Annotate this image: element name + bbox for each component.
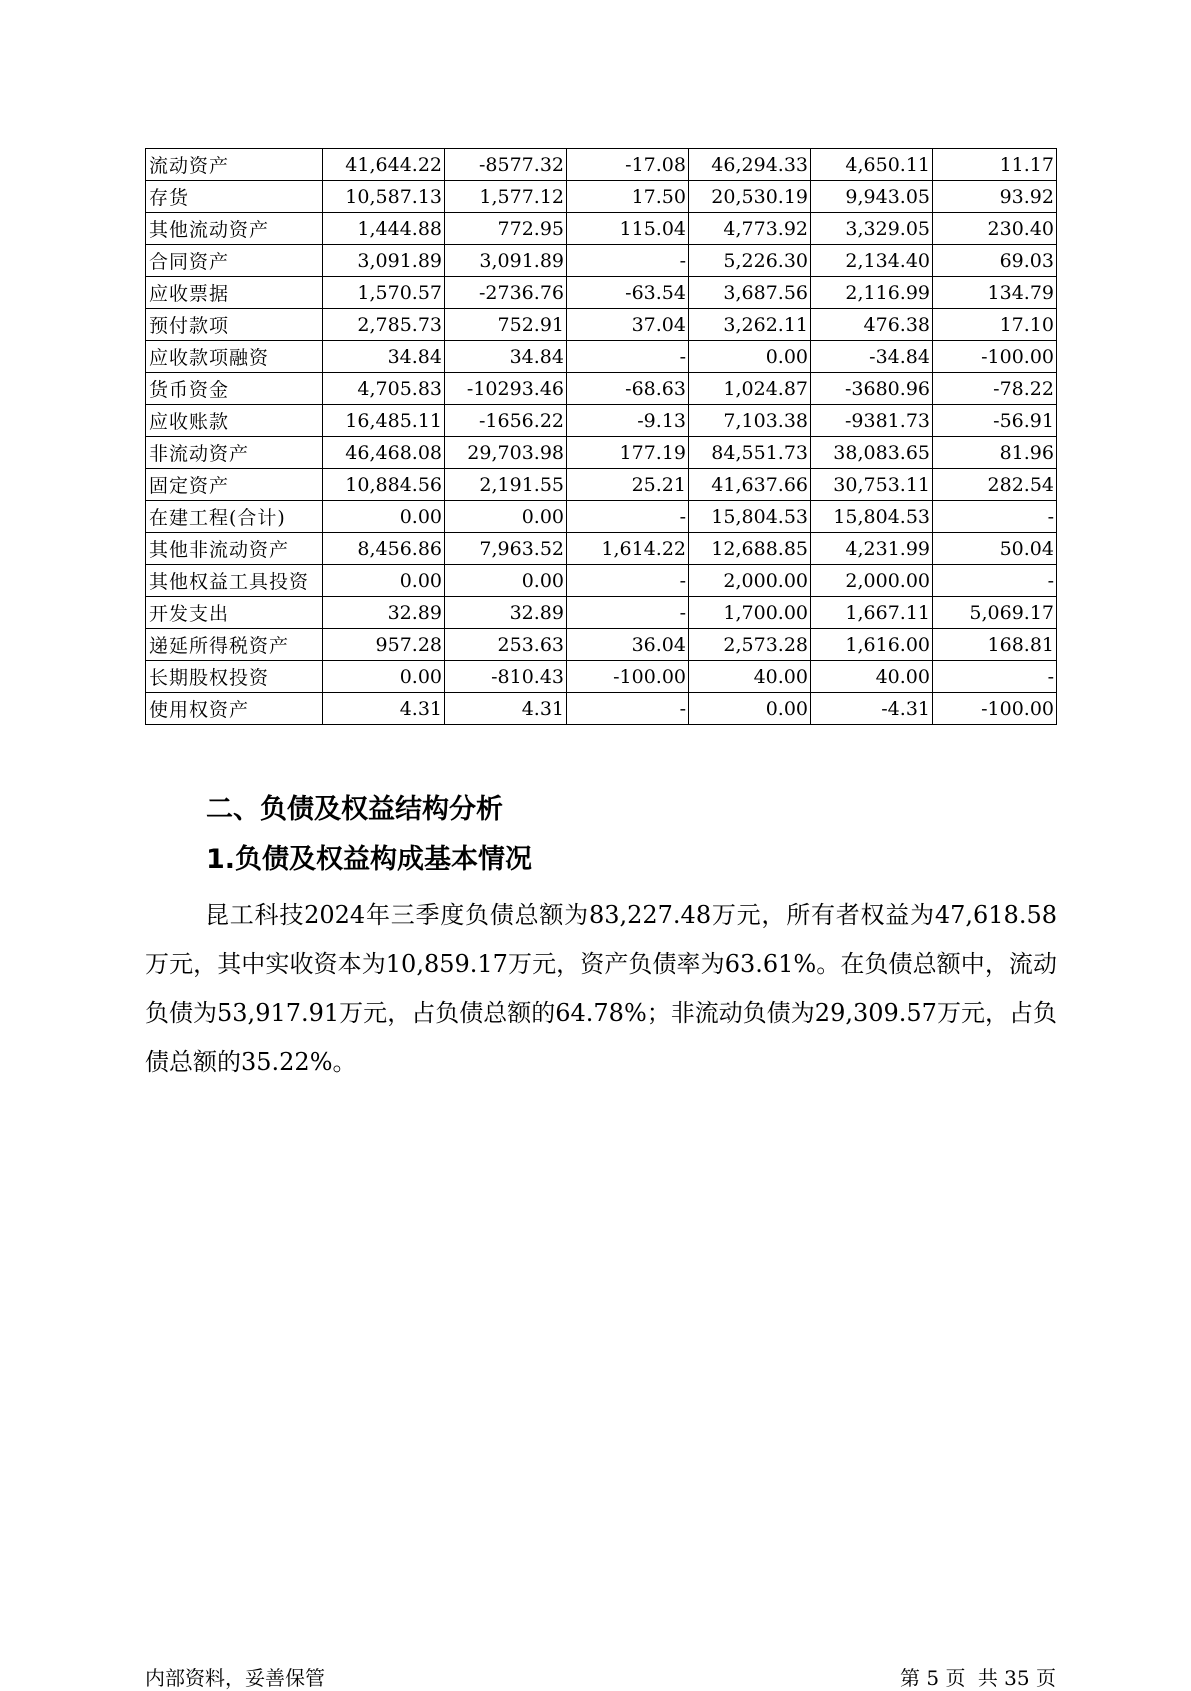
table-row	[146, 629, 1057, 661]
value-cell: 4,705.83	[323, 373, 445, 405]
value-cell: 4,650.11	[811, 149, 933, 181]
value-cell: 46,468.08	[323, 437, 445, 469]
value-cell: 7,963.52	[445, 533, 567, 565]
table-row	[146, 533, 1057, 565]
value-cell: 32.89	[445, 597, 567, 629]
value-cell: 69.03	[933, 245, 1057, 277]
value-cell: 16,485.11	[323, 405, 445, 437]
value-cell: 476.38	[811, 309, 933, 341]
table-row	[146, 213, 1057, 245]
value-cell: 34.84	[323, 341, 445, 373]
value-cell: 17.50	[567, 181, 689, 213]
footer-page-info	[894, 1662, 1056, 1691]
value-cell: -63.54	[567, 277, 689, 309]
value-cell: -	[933, 565, 1057, 597]
value-cell: -810.43	[445, 661, 567, 693]
value-cell: 0.00	[445, 565, 567, 597]
value-cell: -68.63	[567, 373, 689, 405]
value-cell: -9.13	[567, 405, 689, 437]
value-cell: 957.28	[323, 629, 445, 661]
value-cell: -56.91	[933, 405, 1057, 437]
value-cell: 752.91	[445, 309, 567, 341]
value-cell: 2,000.00	[811, 565, 933, 597]
value-cell: 84,551.73	[689, 437, 811, 469]
value-cell: 2,116.99	[811, 277, 933, 309]
value-cell: 3,091.89	[323, 245, 445, 277]
row-label-cell: 开发支出	[146, 597, 323, 629]
value-cell: -	[567, 501, 689, 533]
value-cell: 7,103.38	[689, 405, 811, 437]
value-cell: 50.04	[933, 533, 1057, 565]
value-cell: 12,688.85	[689, 533, 811, 565]
value-cell: -34.84	[811, 341, 933, 373]
value-cell: 37.04	[567, 309, 689, 341]
footer-confidential-note: 内部资料，妥善保管	[145, 1666, 325, 1690]
value-cell: 2,785.73	[323, 309, 445, 341]
value-cell: 29,703.98	[445, 437, 567, 469]
value-cell: 40.00	[811, 661, 933, 693]
value-cell: 8,456.86	[323, 533, 445, 565]
row-label-cell: 其他流动资产	[146, 213, 323, 245]
row-label-cell: 应收票据	[146, 277, 323, 309]
row-label-cell: 其他非流动资产	[146, 533, 323, 565]
table-row	[146, 373, 1057, 405]
value-cell: 25.21	[567, 469, 689, 501]
row-label-cell: 使用权资产	[146, 693, 323, 725]
table-row	[146, 149, 1057, 181]
value-cell: 4.31	[323, 693, 445, 725]
table-row	[146, 341, 1057, 373]
value-cell: 17.10	[933, 309, 1057, 341]
section-subheading: 1.负债及权益构成基本情况	[206, 844, 533, 875]
body-paragraph: 昆工科技2024年三季度负债总额为83,227.48万元，所有者权益为47,618.58万元，其中实收资本为10,859.17万元，资产负债率为63.61%。在负债总额中，流动负债为53,917.91万元，占负债总额的64.78%；非流动负债为29,309.57万元，占负债总额的35.22%。	[145, 901, 1057, 1076]
value-cell: -	[567, 245, 689, 277]
value-cell: -	[567, 565, 689, 597]
row-label-cell: 应收账款	[146, 405, 323, 437]
value-cell: -	[567, 341, 689, 373]
value-cell: 0.00	[323, 661, 445, 693]
section-heading: 二、负债及权益结构分析	[206, 794, 503, 825]
row-label-cell: 在建工程(合计)	[146, 501, 323, 533]
value-cell: -78.22	[933, 373, 1057, 405]
value-cell: 772.95	[445, 213, 567, 245]
value-cell: -	[933, 661, 1057, 693]
value-cell: 36.04	[567, 629, 689, 661]
row-label-cell: 应收款项融资	[146, 341, 323, 373]
table-row	[146, 501, 1057, 533]
value-cell: -	[567, 693, 689, 725]
value-cell: 282.54	[933, 469, 1057, 501]
value-cell: -	[567, 597, 689, 629]
row-label-cell: 预付款项	[146, 309, 323, 341]
value-cell: 1,616.00	[811, 629, 933, 661]
value-cell: 2,134.40	[811, 245, 933, 277]
value-cell: 46,294.33	[689, 149, 811, 181]
value-cell: 5,226.30	[689, 245, 811, 277]
value-cell: 5,069.17	[933, 597, 1057, 629]
value-cell: 15,804.53	[811, 501, 933, 533]
value-cell: 177.19	[567, 437, 689, 469]
value-cell: 41,644.22	[323, 149, 445, 181]
value-cell: 1,444.88	[323, 213, 445, 245]
value-cell: -17.08	[567, 149, 689, 181]
table-row	[146, 693, 1057, 725]
value-cell: -4.31	[811, 693, 933, 725]
value-cell: 20,530.19	[689, 181, 811, 213]
table-row	[146, 437, 1057, 469]
value-cell: 3,687.56	[689, 277, 811, 309]
value-cell: 1,667.11	[811, 597, 933, 629]
value-cell: -100.00	[933, 341, 1057, 373]
row-label-cell: 非流动资产	[146, 437, 323, 469]
value-cell: -9381.73	[811, 405, 933, 437]
value-cell: 15,804.53	[689, 501, 811, 533]
row-label-cell: 流动资产	[146, 149, 323, 181]
row-label-cell: 递延所得税资产	[146, 629, 323, 661]
table-row	[146, 309, 1057, 341]
value-cell: 1,570.57	[323, 277, 445, 309]
value-cell: 32.89	[323, 597, 445, 629]
row-label-cell: 长期股权投资	[146, 661, 323, 693]
table-row	[146, 597, 1057, 629]
value-cell: 30,753.11	[811, 469, 933, 501]
table-row	[146, 661, 1057, 693]
value-cell: 1,577.12	[445, 181, 567, 213]
footer-page-number: 第 5 页	[900, 1666, 966, 1690]
table-row	[146, 469, 1057, 501]
row-label-cell: 其他权益工具投资	[146, 565, 323, 597]
value-cell: 1,024.87	[689, 373, 811, 405]
value-cell: -100.00	[567, 661, 689, 693]
value-cell: 93.92	[933, 181, 1057, 213]
value-cell: 168.81	[933, 629, 1057, 661]
value-cell: -10293.46	[445, 373, 567, 405]
value-cell: 3,329.05	[811, 213, 933, 245]
value-cell: -2736.76	[445, 277, 567, 309]
value-cell: 0.00	[323, 565, 445, 597]
value-cell: 3,262.11	[689, 309, 811, 341]
value-cell: 4,231.99	[811, 533, 933, 565]
value-cell: 230.40	[933, 213, 1057, 245]
row-label-cell: 货币资金	[146, 373, 323, 405]
value-cell: -1656.22	[445, 405, 567, 437]
value-cell: 41,637.66	[689, 469, 811, 501]
value-cell: -100.00	[933, 693, 1057, 725]
table-row	[146, 181, 1057, 213]
value-cell: 0.00	[689, 341, 811, 373]
value-cell: 4,773.92	[689, 213, 811, 245]
value-cell: 134.79	[933, 277, 1057, 309]
value-cell: 2,573.28	[689, 629, 811, 661]
row-label-cell: 存货	[146, 181, 323, 213]
asset-table	[145, 148, 1057, 725]
value-cell: 253.63	[445, 629, 567, 661]
value-cell: 10,587.13	[323, 181, 445, 213]
value-cell: 0.00	[445, 501, 567, 533]
table-row	[146, 565, 1057, 597]
value-cell: 1,700.00	[689, 597, 811, 629]
value-cell: -	[933, 501, 1057, 533]
value-cell: 1,614.22	[567, 533, 689, 565]
value-cell: 9,943.05	[811, 181, 933, 213]
value-cell: 40.00	[689, 661, 811, 693]
value-cell: 2,000.00	[689, 565, 811, 597]
value-cell: -3680.96	[811, 373, 933, 405]
value-cell: 0.00	[323, 501, 445, 533]
value-cell: 4.31	[445, 693, 567, 725]
footer-page-total: 共 35 页	[977, 1666, 1056, 1690]
value-cell: 0.00	[689, 693, 811, 725]
row-label-cell: 固定资产	[146, 469, 323, 501]
value-cell: 38,083.65	[811, 437, 933, 469]
value-cell: 2,191.55	[445, 469, 567, 501]
value-cell: -8577.32	[445, 149, 567, 181]
value-cell: 3,091.89	[445, 245, 567, 277]
table-row	[146, 277, 1057, 309]
value-cell: 115.04	[567, 213, 689, 245]
value-cell: 34.84	[445, 341, 567, 373]
table-row	[146, 405, 1057, 437]
value-cell: 10,884.56	[323, 469, 445, 501]
table-row	[146, 245, 1057, 277]
value-cell: 11.17	[933, 149, 1057, 181]
row-label-cell: 合同资产	[146, 245, 323, 277]
value-cell: 81.96	[933, 437, 1057, 469]
